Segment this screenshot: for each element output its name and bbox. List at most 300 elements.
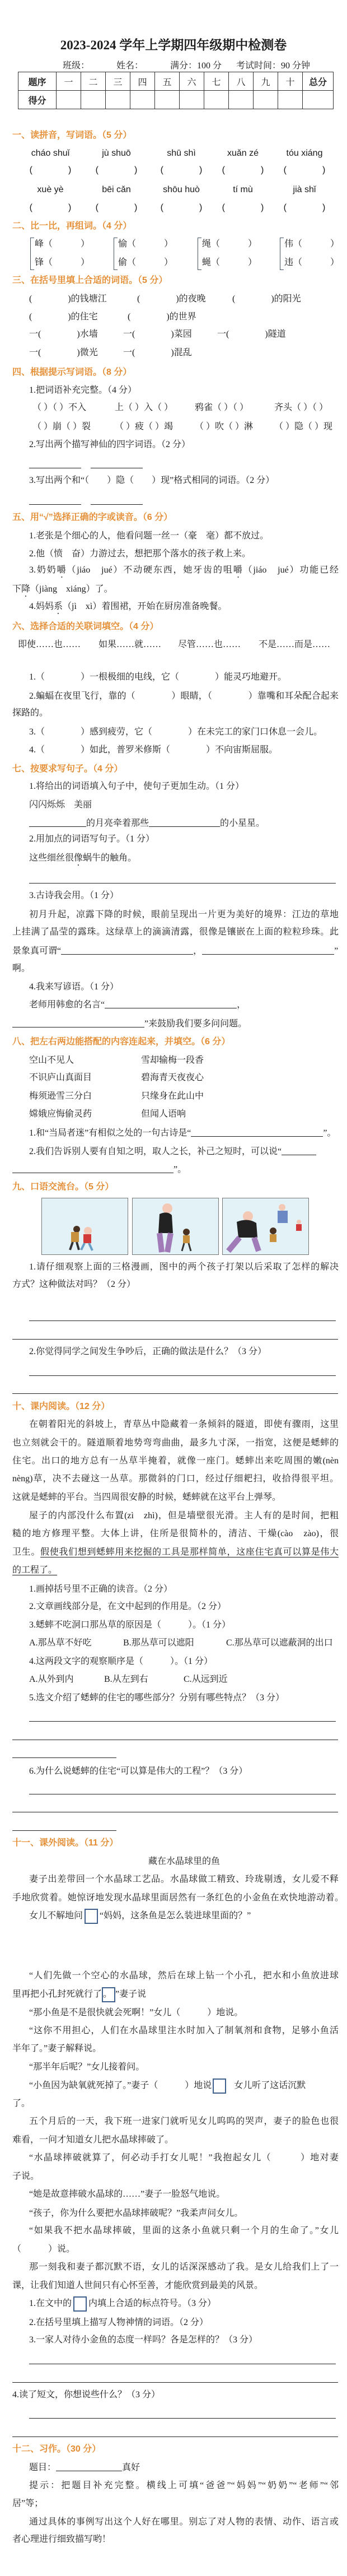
score-cell[interactable] — [155, 91, 180, 109]
passage-line — [12, 1561, 57, 1579]
score-cell[interactable] — [81, 91, 106, 109]
table-header: 总分 — [303, 72, 334, 91]
open-paren: （ — [44, 239, 53, 249]
section-5-heading: 五、用“√”选择正确的字或读音。（6 分） — [12, 513, 173, 522]
dotted-word: 像 — [74, 853, 83, 863]
passage-line: “水晶球摔破就算了，何必动手打女儿呢！”我抱起女儿（ ）地对妻 — [29, 2153, 339, 2163]
text: 下 — [12, 584, 22, 594]
essay-topic — [29, 2458, 140, 2476]
answer-line[interactable] — [29, 504, 81, 505]
score-cell[interactable] — [57, 91, 81, 109]
answer-blank[interactable]: ( ) — [232, 294, 274, 304]
close-paren: ） — [248, 239, 257, 249]
fill-item — [29, 308, 98, 326]
topic-blank[interactable] — [56, 2458, 122, 2471]
fill-item — [137, 290, 206, 308]
answer-blank[interactable]: ( ) — [137, 294, 179, 304]
open-paren: （ — [211, 258, 221, 267]
text: ， — [237, 1000, 246, 1010]
text: 这些细丝很 — [29, 853, 74, 863]
poem-left[interactable]: 不识庐山真面目 — [29, 1073, 92, 1082]
answer-line[interactable] — [12, 2382, 338, 2383]
score-cell[interactable] — [278, 91, 303, 109]
passage-line: “那半年后呢？”女儿接着问。 — [29, 2062, 145, 2072]
prefix: 一 — [29, 329, 39, 339]
text: ”妻子说 — [115, 1989, 147, 1999]
passage-line — [12, 1986, 146, 2003]
answer-line[interactable] — [12, 1393, 338, 1394]
answer-line[interactable] — [29, 1721, 336, 1722]
dotted-char: 降 — [21, 584, 31, 594]
name-label: 姓名： — [116, 61, 144, 71]
full-score: 满分：100 分 — [170, 61, 222, 71]
fill-word: 的阳光 — [274, 294, 301, 304]
fill-word: 隧道 — [268, 329, 286, 339]
pinyin: tóu xiáng — [286, 148, 323, 158]
close-paren: ） — [330, 239, 340, 249]
choice-option[interactable]: C.从远到近 — [184, 1675, 228, 1684]
text: 1.在文中的 — [29, 2299, 72, 2308]
answer-blank[interactable]: ( ) — [222, 165, 264, 175]
conjunction-option: 尽管……也…… — [178, 640, 241, 649]
text: 的小星星。 — [220, 819, 265, 828]
score-table-score-row — [18, 91, 334, 109]
passage-line: “孩子，你为什么要把水晶球摔破呢？”我柔声问女儿。 — [29, 2208, 243, 2218]
char: 愉 — [118, 239, 128, 249]
passage-line: 也立刻就会干的。隧道顺着地势弯弯曲曲，最多九寸深，一指宽，这便是蟋蟀的 — [12, 1438, 339, 1448]
compare-item — [202, 254, 257, 272]
prefix: 一 — [123, 348, 133, 357]
pinyin: tí mù — [233, 185, 253, 194]
answer-blank[interactable]: ( ) — [226, 329, 268, 339]
open-paren: （ — [293, 239, 303, 249]
question — [29, 1124, 336, 1142]
score-cell[interactable] — [303, 91, 334, 109]
answer-blank[interactable]: ( ) — [29, 165, 72, 175]
table-header: 七 — [204, 72, 229, 91]
question — [29, 561, 339, 579]
passage-line: 子说。 — [12, 2172, 40, 2181]
question — [29, 2295, 216, 2313]
text: 的月亮牵着那些 — [86, 819, 149, 828]
fill-sentence — [29, 814, 265, 832]
poem-right[interactable]: 碧海青天夜夜心 — [141, 1073, 204, 1082]
passage-line: 那一刻我和妻子都沉默不语，女儿的话深深感动了我。是女儿给我们上了一 — [29, 2262, 339, 2272]
fill-item — [29, 326, 98, 343]
pinyin: jià shǐ — [293, 185, 316, 194]
passage-line: 半年了。”妻子解释说。 — [12, 2044, 102, 2053]
idiom-blank[interactable]: 上（ ）入（ ） — [115, 403, 174, 412]
answer-blank[interactable]: ( ) — [95, 203, 138, 212]
hint-line: 提示：把题目补充完整。横线上可填“爸爸”“妈妈”“奶奶”“老师”“邻 — [29, 2481, 339, 2490]
prefix: 一 — [217, 329, 227, 339]
compare-item — [118, 235, 173, 253]
score-cell[interactable] — [180, 91, 204, 109]
pinyin: xuè yè — [37, 185, 64, 194]
question: 3.（ ）感到疲劳，它（ ）在未完工的家门口休息一会儿。 — [29, 727, 323, 737]
bracket — [280, 238, 284, 270]
fill-word: 水墙 — [79, 329, 98, 339]
passage-line: 难看，一问才知道女儿把水晶球摔破了。 — [12, 2135, 174, 2145]
answer-blank[interactable] — [282, 1142, 316, 1155]
passage-line: 初月升起，凉露下降的时候，眼前呈现出一片更为美好的境界：江边的草地 — [29, 910, 339, 919]
text: 女儿不解地问 — [29, 1911, 83, 1921]
passage-line: 上挂满了晶莹的露珠。这绿草上的滴滴清露，很像是镶嵌在上面的粒粒珍珠。此 — [12, 927, 339, 937]
fill-word: 的钱塘江 — [71, 294, 107, 304]
open-paren: （ — [127, 258, 137, 267]
section-2-heading: 二、比一比，再组词。（4 分） — [12, 221, 132, 231]
question: 2.蝙蝠在夜里飞行，靠的（ ）眼睛，（ ）靠嘴和耳朵配合起来 — [29, 691, 339, 701]
question: 2.文章画线部分是，在文中起到的作用是。（2 分） — [29, 1602, 227, 1611]
compare-item — [118, 254, 173, 272]
answer-line[interactable] — [29, 2418, 336, 2419]
fill-item — [29, 290, 107, 308]
passage-line: 妻子出差带回一个水晶球工艺品。水晶球做工精致、玲珑剔透，女儿爱不释 — [29, 1875, 339, 1884]
passage-line: 糙的地方修理平整。大体上讲，住所是很简朴的，清洁、干燥(cào zào)，很 — [12, 1529, 339, 1538]
passage-line: 啊。 — [12, 964, 31, 973]
open-paren: （ — [293, 258, 303, 267]
table-header: 八 — [229, 72, 254, 91]
score-cell[interactable] — [130, 91, 155, 109]
passage-line: “那小鱼是不是很快就会死啊！”女儿（ ）地说。 — [29, 2008, 243, 2017]
char: 偷 — [118, 258, 128, 267]
answer-blank[interactable] — [105, 996, 237, 1008]
poem-left[interactable]: 空山不见人 — [29, 1055, 74, 1065]
passage-line — [29, 1907, 251, 1925]
question — [29, 1142, 316, 1160]
table-header: 一 — [57, 72, 81, 91]
char: 违 — [284, 258, 294, 267]
char: 蝇 — [202, 258, 212, 267]
choice-option[interactable]: B.那丛草可以遮阳 — [123, 1638, 194, 1648]
compare-item — [35, 254, 90, 272]
question: 2.写出两个描写神仙的四字词语。（2 分） — [29, 440, 191, 449]
fill-word: 的世界 — [169, 312, 196, 322]
answer-line[interactable] — [12, 1339, 338, 1340]
fill-item — [232, 290, 301, 308]
question: 2.你觉得同学之间发生争吵后，正确的做法是什么？（3 分） — [29, 1347, 267, 1356]
score-cell[interactable] — [106, 91, 130, 109]
answer-line[interactable] — [29, 1375, 336, 1376]
conjunction-option: 即使……也…… — [18, 640, 81, 649]
table-header: 题序 — [18, 72, 57, 91]
char: 伟 — [284, 239, 294, 249]
answer-line[interactable] — [91, 504, 143, 505]
text: 蜗牛的触角。 — [83, 853, 137, 863]
answer-line[interactable] — [12, 1830, 116, 1831]
hint-line: 通过具体的事例写出这个人好在哪里。别忘了对人物的表情、动作、语言或 — [29, 2517, 339, 2527]
compare-item — [284, 254, 339, 272]
answer-blank[interactable]: ( ) — [29, 312, 71, 322]
punctuation-box[interactable]: 。 — [102, 1987, 115, 2002]
section-6-heading: 六、选择合适的关联词填空。（4 分） — [12, 622, 159, 631]
score-table — [18, 72, 334, 109]
idiom-blank[interactable]: （ ）（ ）不入 — [32, 403, 87, 412]
fill-item — [123, 344, 192, 362]
fill-item — [217, 326, 286, 343]
question: 3.蟋蟀不吃洞口那丛草的原因是（ ）。（1 分） — [29, 1620, 231, 1630]
idiom-blank[interactable]: （ ）隐（ ）现 — [274, 422, 333, 431]
poem-right[interactable]: 只缘身在此山中 — [141, 1091, 204, 1101]
answer-blank[interactable] — [29, 814, 86, 827]
passage-line: 课，让我们知道人世间只有心怀至善，才能欣赏到最美的风景。 — [12, 2281, 264, 2290]
text: （jiáo jué）功能已经 — [243, 565, 339, 575]
exam-time: 考试时间：90 分钟 — [236, 61, 311, 71]
table-header: 六 — [180, 72, 204, 91]
adults-leading-children-away-illustration — [223, 1198, 308, 1254]
text: 里再把小孔封死就行了 — [12, 1989, 102, 1999]
fill-item — [128, 308, 196, 326]
answer-blank[interactable]: ( ) — [95, 165, 138, 175]
question — [29, 598, 227, 616]
question: 4.读了短文，你想说些什么？（3 分） — [12, 2390, 161, 2400]
fill-item — [29, 344, 98, 362]
table-header: 二 — [81, 72, 106, 91]
section-3-heading: 三、在括号里填上合适的词语。（5 分） — [12, 276, 168, 285]
answer-blank[interactable]: ( ) — [222, 203, 264, 212]
hint-line: 居”等； — [12, 2499, 44, 2508]
answer-blank[interactable] — [149, 814, 220, 827]
dotted-char: 嚼 — [233, 565, 243, 575]
question-cont: 方式？这种做法对吗？（2 分） — [12, 1280, 136, 1289]
table-header: 五 — [155, 72, 180, 91]
text: 卫生。 — [12, 1547, 41, 1557]
text: ”。 — [174, 1165, 187, 1174]
compare-item — [35, 235, 90, 253]
bracket — [198, 238, 201, 270]
answer-blank[interactable]: ( ) — [283, 203, 326, 212]
conjunction-option: 不是……而是…… — [259, 640, 331, 649]
choice-option[interactable]: B.从左到右 — [104, 1675, 148, 1684]
passage-line: nèng)草，决不去碰这一丛草。那微斜的门口，经过仔细耙扫，收拾得很平坦。 — [12, 1474, 339, 1484]
question: 3.写出两个和“（ ）隐（ ）现”格式相同的词语。（2 分） — [29, 476, 275, 485]
question: 3.古诗我会用。（1 分） — [29, 891, 119, 900]
answer-blank[interactable]: ( ) — [38, 348, 80, 357]
question: 1.画掉括号里不正确的读音。（2 分） — [29, 1584, 173, 1594]
text: “妈妈，这条鱼是怎么装进球里面的？” — [100, 1911, 251, 1921]
score-cell[interactable] — [229, 91, 254, 109]
pinyin: bēi cǎn — [102, 185, 131, 194]
section-7-heading: 七、按要求写句子。（4 分） — [12, 764, 123, 774]
fill-sentence — [29, 996, 246, 1013]
passage-line: “这你不用担心，人们在水晶球里注水时加入了制氧剂和食物，足够小鱼活 — [29, 2026, 339, 2035]
passage-line: “人们先做一个空心的水晶球，然后在球上钻一个小孔，把水和小鱼放进球 — [29, 1971, 339, 1980]
question: 1.（ ）一根极细的电线，它（ ）能灵巧地避开。 — [29, 672, 287, 682]
answer-blank[interactable]: ( ) — [160, 203, 203, 212]
close-paren: ） — [164, 239, 174, 249]
section-10-heading: 十、课内阅读。（12 分） — [12, 1402, 110, 1411]
dotted-char: 系 — [54, 602, 63, 611]
answer-line[interactable] — [12, 1757, 116, 1758]
answer-blank[interactable]: ( ) — [29, 203, 72, 212]
idiom-blank[interactable]: （ ）吹（ ）淋 — [195, 422, 254, 431]
answer-blank[interactable]: ( ) — [283, 165, 326, 175]
passage-line — [29, 2077, 306, 2095]
question: 4.（ ）如此，普罗米修斯（ ）不向宙斯屈服。 — [29, 745, 278, 755]
idiom-blank[interactable]: 鸦雀（ ）（ ） — [195, 403, 249, 412]
choice-option[interactable]: A.从外到内 — [29, 1675, 74, 1684]
fill-word: 菜园 — [174, 329, 192, 339]
word-options: 闪闪烁烁 美丽 — [29, 800, 92, 810]
choice-option[interactable]: A.那丛草不好吃 — [29, 1638, 92, 1648]
question: 1.将给出的词语填入句子中，使句子更加生动。（1 分） — [29, 782, 245, 791]
answer-line[interactable] — [29, 883, 336, 884]
passage-line — [12, 942, 338, 960]
text: “小鱼因为缺氧就死掉了。”妻子（ ）地说 — [29, 2081, 212, 2090]
answer-blank[interactable] — [12, 1160, 174, 1173]
punctuation-box[interactable] — [85, 1909, 98, 1924]
comic-panel-3 — [222, 1198, 309, 1255]
bracket — [30, 238, 34, 270]
idiom-blank[interactable]: 齐头（ ）（ ） — [274, 403, 329, 412]
answer-blank[interactable]: ( ) — [38, 329, 80, 339]
open-paren: （ — [127, 239, 137, 249]
text: 内填上合适的标点符号。（3 分） — [88, 2299, 217, 2308]
question: 3.一家人对待小金鱼的态度一样吗？各是怎样的？（3 分） — [29, 2335, 258, 2345]
close-paren: ） — [330, 258, 340, 267]
open-paren: （ — [44, 258, 53, 267]
text: ”来鼓励我们要多问问题。 — [144, 1019, 247, 1029]
question: 2.在括号里填上描写人物神情的词语。（2 分） — [29, 2318, 209, 2327]
question: 1.请仔细观察上面的三格漫画，图中的两个孩子打架以后采取了怎样的解决 — [29, 1262, 339, 1272]
text: ” — [334, 946, 339, 956]
close-paren: ） — [81, 258, 90, 267]
fill-word: 的住宅 — [71, 312, 98, 322]
dotted-char: 嚼 — [57, 565, 67, 575]
question-cont — [12, 580, 113, 598]
answer-blank[interactable] — [202, 942, 334, 955]
idiom-blank[interactable]: （ ）疲（ ）竭 — [115, 422, 174, 431]
question: 4.这两段文字的观察顺序是（ ）。（1 分） — [29, 1657, 213, 1666]
exam-title: 2023-2024 学年上学期四年级期中检测卷 — [60, 38, 287, 52]
section-12-heading: 十二、习作。（30 分） — [12, 2444, 101, 2454]
pinyin: jù shuō — [102, 148, 131, 158]
passage-line: “如果我不把水晶球摔破，里面的这条小鱼就只剩一个月的生命了。”女儿 — [29, 2226, 339, 2235]
question-cont: 探路的。 — [12, 708, 49, 718]
table-header: 四 — [130, 72, 155, 91]
idiom-blank[interactable]: （ ）崩（ ）裂 — [32, 422, 91, 431]
char: 锋 — [35, 258, 44, 267]
class-label: 班级： — [63, 61, 90, 71]
pinyin: xuǎn zé — [227, 148, 259, 158]
underlined-sentence: 假使我们想到蟋蟀用来挖掘的工具是那样简单，这座住宅真可以算是伟大 — [40, 1547, 339, 1557]
answer-blank[interactable] — [61, 942, 193, 955]
answer-blank[interactable]: ( ) — [29, 294, 71, 304]
open-paren: （ — [211, 239, 221, 249]
passage-line: 在朝着阳光的斜坡上，青草丛中隐藏着一条倾斜的隧道，即使有骤雨，这里 — [29, 1420, 339, 1429]
score-table-header-row — [18, 72, 334, 91]
poem-right[interactable]: 但闻人语响 — [141, 1109, 186, 1119]
passage-line: 了。 — [12, 2099, 31, 2108]
text: ”。 — [323, 1128, 336, 1138]
section-8-heading: 八、把左右两边能搭配的内容连起来，并填空。（6 分） — [12, 1037, 231, 1047]
choice-option[interactable]: C.那丛草可以遮蔽洞的出口 — [226, 1638, 333, 1648]
bracket — [114, 238, 118, 270]
passage-line: 手地欣赏着。她惊讶地发现水晶球里面居然有一条红色的小金鱼在欢快地游动着。 — [12, 1893, 344, 1903]
passage-line: “她是故意摔破水晶球的……”妻子一脸怒气地说。 — [29, 2189, 226, 2199]
passage-line: 五个月后的一天，我下班一进家门就听见女儿呜呜的哭声，妻子的脸色也很 — [29, 2117, 339, 2126]
fill-word: 的夜晚 — [179, 294, 206, 304]
question-cont — [12, 1160, 186, 1178]
text: 1.和“当局者迷”有相似之处的一句古诗是“ — [29, 1128, 191, 1138]
text: 3.奶奶 — [29, 565, 57, 575]
compare-item — [284, 235, 339, 253]
table-header: 十 — [278, 72, 303, 91]
answer-blank[interactable]: ( ) — [132, 348, 174, 357]
fill-sentence — [12, 1015, 247, 1033]
conjunction-option: 如果……就…… — [99, 640, 162, 649]
answer-blank[interactable]: ( ) — [132, 329, 174, 339]
prefix: 一 — [123, 329, 133, 339]
question: 5.选文介绍了蟋蟀的住宅的哪些部分？分别有哪些特点？（3 分） — [29, 1693, 285, 1703]
question: 2.用加点的词语写句子。（1 分） — [29, 834, 155, 844]
text: （jì xì）着围裙，开始在厨房准备晚餐。 — [63, 602, 227, 611]
close-paren: ） — [164, 258, 174, 267]
passage-line — [12, 1543, 339, 1561]
adult-scolding-child-illustration — [133, 1198, 218, 1254]
fill-word: 微光 — [79, 348, 98, 357]
answer-blank[interactable] — [12, 1015, 144, 1027]
story-title: 藏在水晶球里的鱼 — [148, 1857, 220, 1866]
text: 4.妈妈 — [29, 602, 54, 611]
text: 女儿听了这话沉默 — [234, 2081, 306, 2090]
score-cell[interactable] — [254, 91, 278, 109]
question: 2.他（愤 奋）力游过去，想把那个落水的孩子救上来。 — [29, 549, 251, 559]
question: 4.我来写谚语。（1 分） — [29, 982, 119, 992]
answer-blank[interactable]: ( ) — [160, 165, 203, 175]
text: 老师用韩愈的名言“ — [29, 1000, 105, 1010]
punctuation-box-icon — [73, 2296, 87, 2312]
poem-right[interactable]: 雪却输梅一段香 — [141, 1055, 204, 1065]
passage-line: （ ）说。 — [12, 2244, 76, 2254]
text: 题目： — [29, 2463, 57, 2472]
kids-fighting-illustration — [42, 1198, 128, 1254]
passage-line: 屋子的内部没什么布置(zì zhì)，但是墙壁很光滑。主人有的是时间，把粗 — [29, 1511, 339, 1521]
char: 绳 — [202, 239, 212, 249]
text: 2.我们告诉别人要有自知之明，取人之长，补己之短时，可以说“ — [29, 1147, 282, 1156]
punctuation-box[interactable] — [213, 2079, 226, 2094]
example-sentence — [29, 849, 137, 867]
answer-line[interactable] — [12, 2436, 338, 2437]
pinyin: cháo shuǐ — [31, 148, 70, 158]
text: 真好 — [122, 2463, 140, 2472]
text: ， — [193, 946, 203, 956]
comic-panel-2 — [132, 1198, 219, 1255]
text: 景象真可谓“ — [12, 946, 62, 956]
table-header: 九 — [254, 72, 278, 91]
pinyin: shōu huò — [163, 185, 200, 194]
char: 峰 — [35, 239, 44, 249]
question: 1.把词语补充完整。（4 分） — [29, 385, 137, 395]
close-paren: ） — [81, 239, 90, 249]
fill-item — [123, 326, 192, 343]
poem-left[interactable]: 嫦娥应悔偷灵药 — [29, 1109, 92, 1119]
question: 6.为什么说蟋蟀的住宅“可以算是伟大的工程”？（3 分） — [29, 1766, 248, 1776]
poem-left[interactable]: 梅须逊雪三分白 — [29, 1091, 92, 1101]
section-4-heading: 四、根据提示写词语。（8 分） — [12, 368, 132, 377]
pinyin: shū shì — [167, 148, 196, 158]
answer-blank[interactable]: ( ) — [128, 312, 170, 322]
close-paren: ） — [248, 258, 257, 267]
underlined-sentence: 的工程了。 — [12, 1565, 58, 1575]
row-label: 得分 — [18, 91, 57, 109]
passage-line: 这就是蟋蟀的平台。当四周很安静的时候，蟋蟀就在这平台上弹琴。 — [12, 1492, 282, 1502]
fill-word: 混乱 — [174, 348, 192, 357]
hint-line: 者心理进行细致描写哟！ — [12, 2535, 111, 2544]
answer-blank[interactable] — [191, 1124, 323, 1137]
answer-line[interactable] — [29, 1320, 336, 1321]
score-cell[interactable] — [204, 91, 229, 109]
